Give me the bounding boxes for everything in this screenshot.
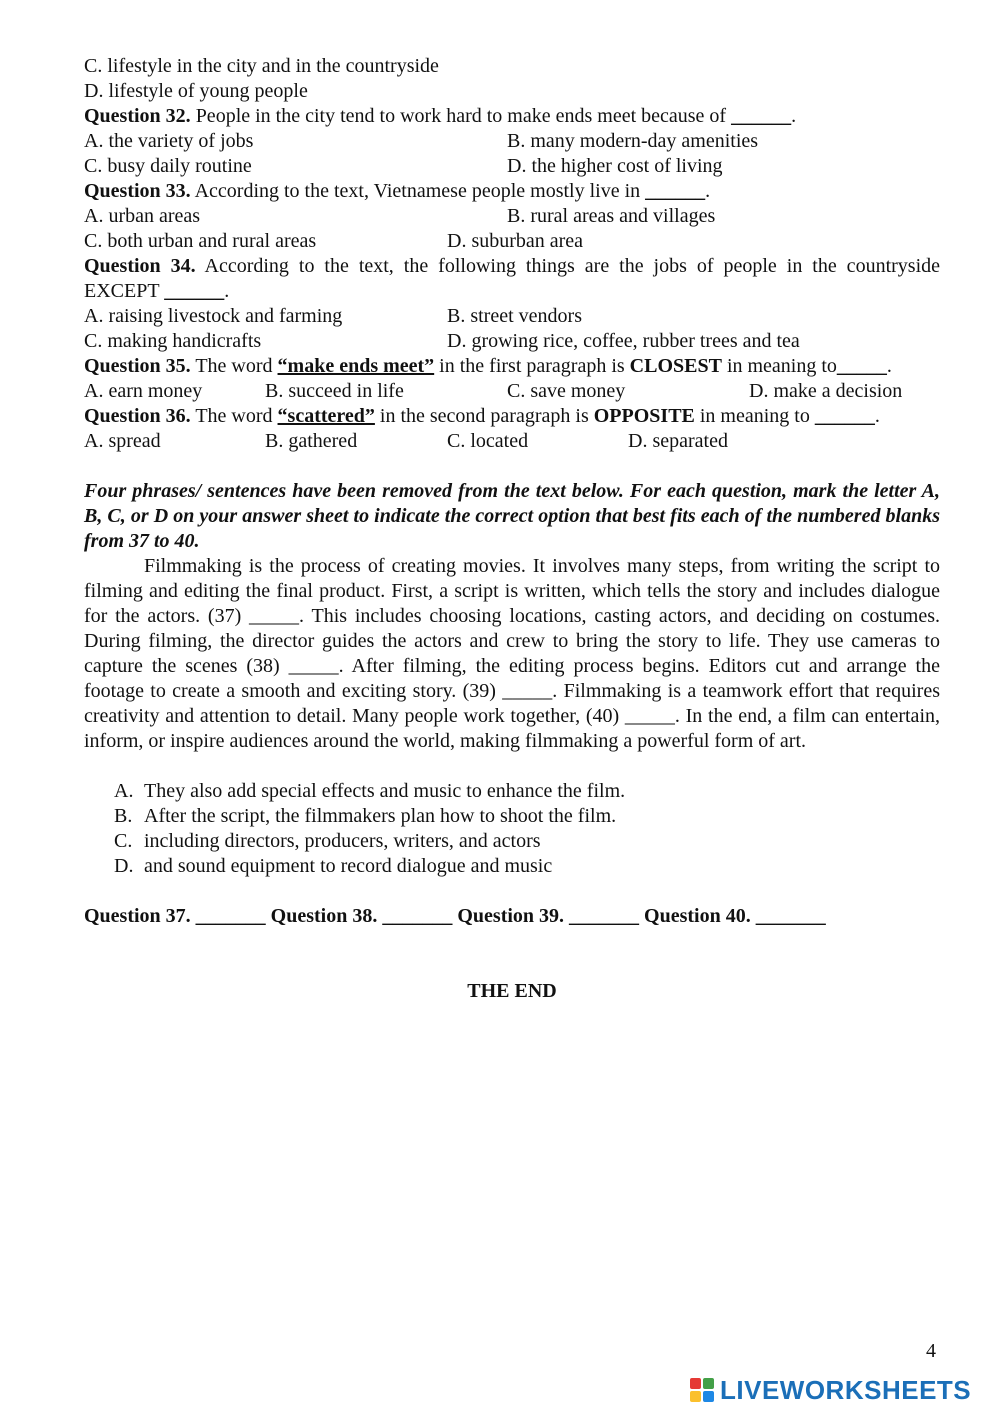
logo-square-icon bbox=[690, 1391, 701, 1402]
question-35 bbox=[84, 354, 940, 379]
option-d[interactable]: D. growing rice, coffee, rubber trees and tea bbox=[447, 330, 800, 352]
punct: . bbox=[791, 105, 797, 127]
option-d[interactable]: D. separated bbox=[628, 430, 728, 452]
q32-options-row2 bbox=[84, 154, 940, 179]
spacer bbox=[84, 454, 940, 479]
keyword: OPPOSITE bbox=[593, 405, 695, 427]
q33-options-row1 bbox=[84, 204, 940, 229]
q33-options-row2 bbox=[84, 229, 940, 254]
page-number: 4 bbox=[926, 1340, 936, 1362]
option-d[interactable]: D. suburban area bbox=[447, 230, 584, 252]
reading-passage: Filmmaking is the process of creating movies. It involves many steps, from writing the script to filming and editing the final product. First, a script is written, which tells the story and includes dialogue for the actors. (37) _____. This includes choosing locations, casting actors, and deciding on costumes. During filming, the director guides the actors and crew to bring the story to life. They use cameras to capture the scenes (38) _____. After filming, the editing process begins. Editors cut and arrange the footage to create a smooth and exciting story. (39) _____. Filmmaking is a teamwork effort that requires creativity and attention to detail. Many people work together, (40) _____. In the end, a film can entertain, inform, or inspire audiences around the world, making filmmaking a powerful form of art. bbox=[84, 555, 940, 752]
question-text: in meaning to bbox=[721, 355, 837, 377]
option-b[interactable]: B. street vendors bbox=[447, 305, 582, 327]
choice-text: including directors, producers, writers, and actors bbox=[144, 830, 541, 852]
choice-letter: A. bbox=[114, 780, 134, 802]
question-text: According to the text, the following things are the jobs of people in the countryside EXCEPT bbox=[84, 255, 940, 302]
q32-options-row1 bbox=[84, 129, 940, 154]
logo-square-icon bbox=[703, 1391, 714, 1402]
punct: . bbox=[886, 355, 892, 377]
q31-option-c: C. lifestyle in the city and in the countryside bbox=[84, 55, 439, 77]
question-text: in the second paragraph is bbox=[374, 405, 594, 427]
option-b[interactable]: B. many modern-day amenities bbox=[507, 130, 759, 152]
liveworksheets-logo[interactable] bbox=[690, 1374, 971, 1406]
logo-grid-icon bbox=[690, 1378, 714, 1402]
option-a[interactable]: A. spread bbox=[84, 430, 161, 452]
option-c[interactable]: C. located bbox=[447, 430, 529, 452]
option-d[interactable]: D. the higher cost of living bbox=[507, 155, 723, 177]
target-word: “scattered” bbox=[277, 405, 375, 427]
answer-blank[interactable]: ______ bbox=[814, 405, 875, 427]
worksheet-page bbox=[84, 54, 940, 1004]
question-text: The word bbox=[190, 355, 278, 377]
option-c[interactable]: C. making handicrafts bbox=[84, 330, 262, 352]
question-36 bbox=[84, 404, 940, 429]
choice-text: and sound equipment to record dialogue and music bbox=[144, 855, 553, 877]
question-label: Question 36. bbox=[84, 405, 191, 427]
target-word: “make ends meet” bbox=[277, 355, 435, 377]
choice-letter: C. bbox=[114, 830, 133, 852]
q35-options bbox=[84, 379, 940, 404]
logo-square-icon bbox=[703, 1378, 714, 1389]
option-d[interactable]: D. make a decision bbox=[749, 380, 903, 402]
answer-blank[interactable]: ______ bbox=[731, 105, 792, 127]
option-c[interactable]: C. both urban and rural areas bbox=[84, 230, 317, 252]
choice-letter: D. bbox=[114, 855, 134, 877]
the-end-heading: THE END bbox=[467, 980, 557, 1002]
punct: . bbox=[224, 280, 230, 302]
option-a[interactable]: A. the variety of jobs bbox=[84, 130, 254, 152]
choice-text: After the script, the filmmakers plan how to shoot the film. bbox=[144, 805, 617, 827]
question-text: in meaning to bbox=[694, 405, 815, 427]
question-text: According to the text, Vietnamese people mostly live in bbox=[190, 180, 646, 202]
logo-square-icon bbox=[690, 1378, 701, 1389]
option-b[interactable]: B. gathered bbox=[265, 430, 358, 452]
q34-options-row1 bbox=[84, 304, 940, 329]
question-text: People in the city tend to work hard to make ends meet because of bbox=[190, 105, 732, 127]
option-c[interactable]: C. save money bbox=[507, 380, 626, 402]
choice-item[interactable] bbox=[84, 829, 940, 854]
punct: . bbox=[705, 180, 711, 202]
spacer bbox=[84, 754, 940, 779]
logo-text: LIVEWORKSHEETS bbox=[720, 1374, 972, 1405]
answer-blank[interactable]: ______ bbox=[645, 180, 706, 202]
answer-blank[interactable]: ______ bbox=[164, 280, 225, 302]
q34-options-row2 bbox=[84, 329, 940, 354]
option-b[interactable]: B. succeed in life bbox=[265, 380, 404, 402]
question-label: Question 35. bbox=[84, 355, 191, 377]
spacer bbox=[84, 879, 940, 904]
option-c[interactable]: C. busy daily routine bbox=[84, 155, 252, 177]
q31-option-d: D. lifestyle of young people bbox=[84, 80, 308, 102]
spacer bbox=[84, 929, 940, 979]
question-32 bbox=[84, 104, 940, 129]
choice-item[interactable] bbox=[84, 804, 940, 829]
choice-item[interactable] bbox=[84, 779, 940, 804]
punct: . bbox=[874, 405, 880, 427]
choice-text: They also add special effects and music to enhance the film. bbox=[144, 780, 626, 802]
question-label: Question 32. bbox=[84, 105, 191, 127]
question-label: Question 34. bbox=[84, 255, 196, 277]
answer-blank[interactable]: _____ bbox=[836, 355, 887, 377]
choice-list bbox=[84, 779, 940, 879]
section-instruction: Four phrases/ sentences have been removed from the text below. For each question, mark the letter A, B, C, or D on your answer sheet to indicate the correct option that best fits each of the numbered blanks from 37 to 40. bbox=[84, 480, 940, 552]
q36-options bbox=[84, 429, 940, 454]
option-a[interactable]: A. urban areas bbox=[84, 205, 201, 227]
answer-line[interactable]: Question 37. _______ Question 38. _______ Question 39. _______ Question 40. _______ bbox=[84, 905, 826, 927]
keyword: CLOSEST bbox=[629, 355, 722, 377]
question-34 bbox=[84, 254, 940, 304]
question-33 bbox=[84, 179, 940, 204]
choice-letter: B. bbox=[114, 805, 133, 827]
question-label: Question 33. bbox=[84, 180, 191, 202]
question-text: in the first paragraph is bbox=[434, 355, 630, 377]
option-b[interactable]: B. rural areas and villages bbox=[507, 205, 716, 227]
choice-item[interactable] bbox=[84, 854, 940, 879]
option-a[interactable]: A. raising livestock and farming bbox=[84, 305, 343, 327]
question-text: The word bbox=[190, 405, 278, 427]
option-a[interactable]: A. earn money bbox=[84, 380, 203, 402]
